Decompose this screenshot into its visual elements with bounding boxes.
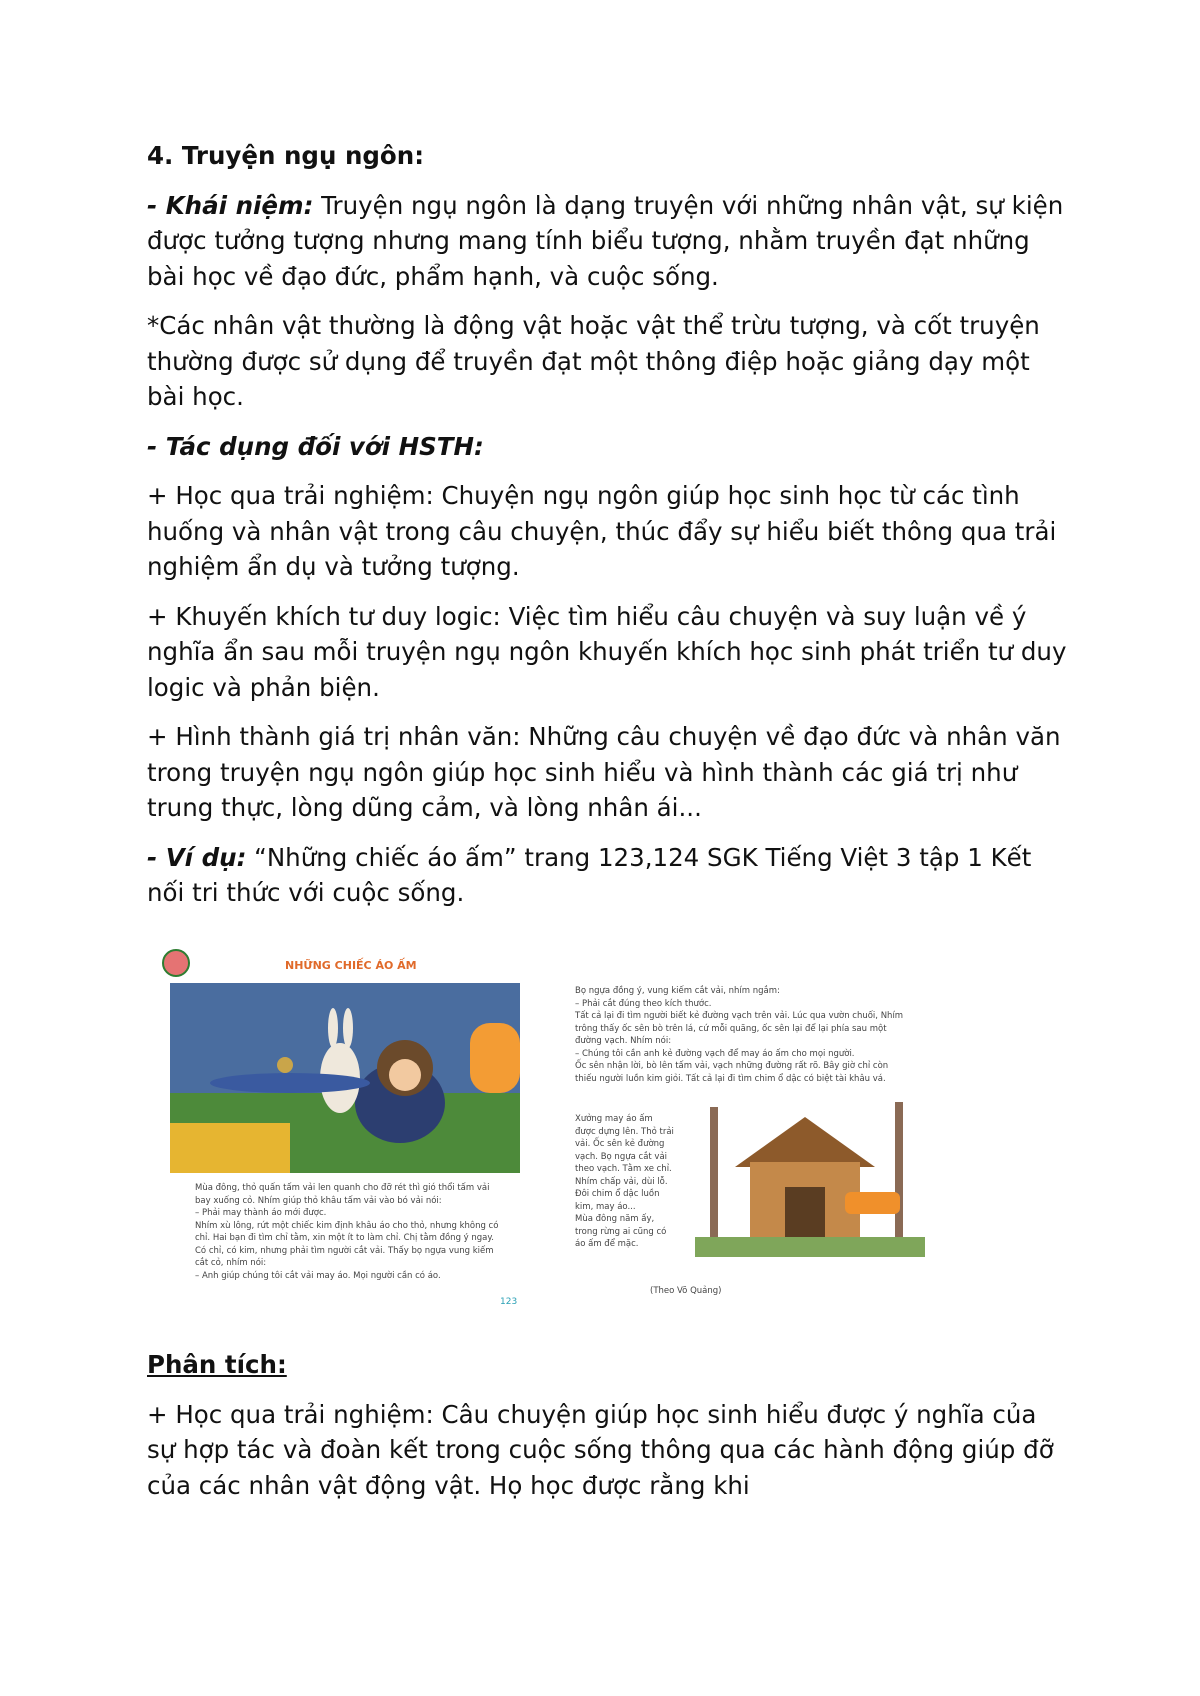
right-text-credit: (Theo Võ Quảng) (650, 1286, 722, 1296)
left-text-2: – Phải may thành áo mới được. (195, 1208, 327, 1218)
concept-text: Truyện ngụ ngôn là dạng truyện với những nhân vật, sự kiện được tưởng tượng nhưng mang tính biểu tượng, nhằm truyền đạt những bài học về đạo đức, phẩm hạnh, và cuộc sống. (147, 190, 1064, 291)
reader-avatar-icon (162, 949, 190, 977)
right-text-4: – Chúng tôi cần anh kẻ đường vạch để may áo ấm cho mọi người. (575, 1048, 855, 1059)
story-illustration (170, 983, 540, 1208)
example-label: - Ví dụ: (147, 842, 247, 872)
effect-item-2: + Khuyến khích tư duy logic: Việc tìm hiểu câu chuyện và suy luận về ý nghĩa ẩn sau mỗi truyện ngụ ngôn khuyến khích học sinh phát triển tư duy logic và phản biện. (147, 601, 1067, 702)
left-text-4: – Anh giúp chúng tôi cắt vải may áo. Mọi người cần có áo. (195, 1270, 441, 1281)
right-page-text (575, 985, 905, 1085)
textbook-figure (160, 945, 960, 1315)
example-paragraph (147, 840, 1067, 911)
note-paragraph: *Các nhân vật thường là động vật hoặc vật thể trừu tượng, và cốt truyện thường được sử dụng để truyền đạt một thông điệp hoặc giảng dạy một bài học. (147, 311, 1040, 411)
analysis-section (147, 1347, 1067, 1517)
section-heading: 4. Truyện ngụ ngôn: (147, 141, 424, 170)
story-title: NHỮNG CHIẾC ÁO ẤM (285, 959, 417, 972)
page-number: 123 (500, 1297, 518, 1307)
left-page-text (195, 1182, 505, 1282)
example-text: “Những chiếc áo ấm” trang 123,124 SGK Tiếng Việt 3 tập 1 Kết nối tri thức với cuộc sống. (147, 842, 1032, 907)
concept-label: - Khái niệm: (147, 190, 314, 220)
concept-paragraph (147, 188, 1067, 295)
effect-item-3: + Hình thành giá trị nhân văn: Những câu chuyện về đạo đức và nhân văn trong truyện ngụ ngôn giúp học sinh hiểu và hình thành các giá trị như trung thực, lòng dũng cảm, và lòng nhân ái... (147, 722, 1061, 822)
cottage-illustration (695, 1097, 925, 1257)
analysis-title: Phân tích: (147, 1350, 287, 1379)
effect-item-1: + Học qua trải nghiệm: Chuyện ngụ ngôn giúp học sinh học từ các tình huống và nhân vật trong câu chuyện, thúc đẩy sự hiểu biết thông qua trải nghiệm ẩn dụ và tưởng tượng. (147, 481, 1057, 581)
right-text-7: Mùa đông năm ấy, trong rừng ai cũng có áo ấm để mặc. (575, 1214, 667, 1249)
right-text-2: – Phải cắt đúng theo kích thước. (575, 998, 712, 1009)
analysis-text: + Học qua trải nghiệm: Câu chuyện giúp học sinh hiểu được ý nghĩa của sự hợp tác và đoàn kết trong cuộc sống thông qua các hành động giúp đỡ của các nhân vật động vật. Họ học được rằng khi (147, 1399, 1054, 1500)
left-text-1: Mùa đông, thỏ quấn tấm vải len quanh cho đỡ rét thì gió thổi tấm vải bay xuống cỏ. Nhím giúp thỏ khâu tấm vải vào bó vải nói: (195, 1183, 490, 1206)
left-text-3: Nhím xù lông, rứt một chiếc kim định khâu áo cho thỏ, nhưng không có chỉ. Hai bạn đi tìm chỉ tằm, xin một ít to làm chỉ. Chị tằm đồng ý ngay. Có chỉ, có kim, nhưng phải tìm người cắt vải. Thấy bọ ngựa vung kiếm cắt cỏ, nhím nói: (195, 1220, 499, 1268)
effects-label: - Tác dụng đối với HSTH: (147, 431, 484, 461)
textbook-right-page (570, 985, 950, 1305)
right-text-6: Xưởng may áo ấm được dựng lên. Thỏ trải vải. Ốc sên kẻ đường vạch. Bọ ngựa cắt vải theo vạch. Tằm xe chỉ. Nhím chấp vải, dùi lỗ. Đôi chim ổ dậc luồn kim, may áo... (575, 1114, 674, 1212)
right-page-text-lower (575, 1113, 675, 1251)
right-text-1: Bọ ngựa đồng ý, vung kiếm cắt vải, nhím ngắm: (575, 986, 780, 996)
textbook-left-page (160, 945, 530, 1315)
right-text-3: Tất cả lại đi tìm người biết kẻ đường vạch trên vải. Lúc qua vườn chuối, Nhím trông thấy ốc sên bò trên lá, cứ mỗi quãng, ốc sên lại để lại phía sau một đường vạch. Nhím nói: (575, 1011, 904, 1046)
document-body (147, 138, 1067, 925)
right-text-5: Ốc sên nhận lời, bò lên tấm vải, vạch những đường rất rõ. Bây giờ chỉ còn thiếu người luồn kim giỏi. Tất cả lại đi tìm chim ổ dậc có biệt tài khâu vá. (575, 1061, 889, 1084)
